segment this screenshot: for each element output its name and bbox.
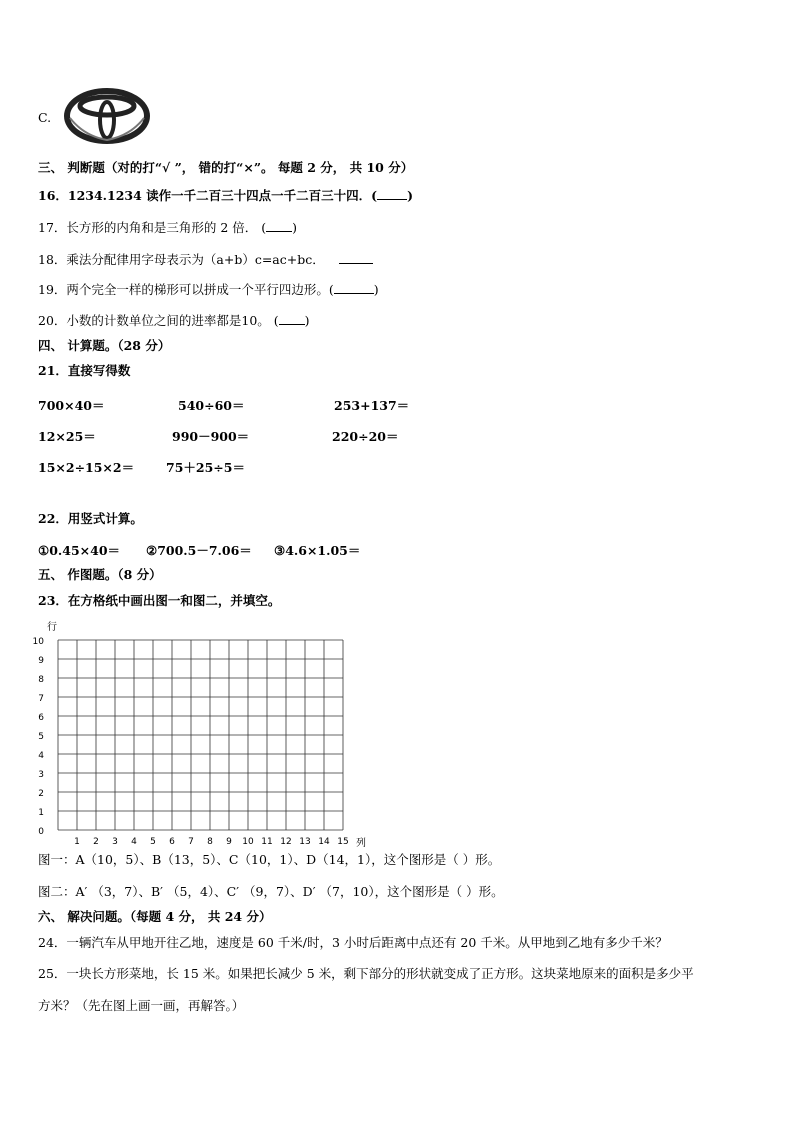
col-tick-label: 11 — [261, 837, 273, 847]
question-17: 17．长方形的内角和是三角形的 2 倍． ( ) — [38, 220, 298, 235]
section3-header: 三、 判断题（对的打“√ ”， 错的打“×”。 每题 2 分， 共 10 分） — [38, 160, 414, 175]
row-tick-label: 7 — [38, 694, 44, 704]
answer-blank[interactable] — [377, 187, 407, 200]
row-axis-label: 行 — [47, 622, 57, 633]
answer-blank[interactable] — [266, 219, 292, 232]
row-tick-label: 9 — [38, 656, 44, 666]
section6-header: 六、 解决问题。（每题 4 分， 共 24 分） — [38, 909, 272, 924]
answer-blank[interactable] — [334, 281, 374, 294]
col-tick-label: 12 — [280, 837, 292, 847]
row-tick-label: 2 — [38, 789, 44, 799]
row-tick-label: 5 — [38, 732, 44, 742]
calc-item: 700×40＝ — [38, 398, 105, 413]
answer-blank[interactable] — [279, 312, 305, 325]
calc-item: 540÷60＝ — [178, 398, 245, 413]
col-tick-label: 1 — [74, 837, 80, 847]
figure-2-text: 图二：A′ （3，7）、B′ （5，4）、C′ （9，7）、D′ （7，10），这个图形是（ ）形。 — [38, 884, 504, 899]
calc-item: 220÷20＝ — [332, 429, 399, 444]
col-tick-label: 4 — [131, 837, 137, 847]
row-tick-label: 1 — [38, 808, 44, 818]
calc-item: 75＋25÷5＝ — [166, 460, 245, 475]
col-tick-label: 9 — [226, 837, 232, 847]
calc-item: 15×2÷15×2＝ — [38, 460, 135, 475]
question-20: 20．小数的计数单位之间的进率都是10。 ( ) — [38, 313, 310, 328]
question-21-title: 21．直接写得数 — [38, 363, 131, 378]
question-16-text: 16．1234.1234 读作一千二百三十四点一千二百三十四．( — [38, 188, 378, 203]
question-24: 24．一辆汽车从甲地开往乙地，速度是 60 千米/时，3 小时后距离中点还有 20 千米。从甲地到乙地有多少千米？ — [38, 935, 668, 950]
calc-item: 253+137＝ — [334, 398, 410, 413]
question-18-text: 18．乘法分配律用字母表示为（a+b）c=ac+bc． — [38, 252, 329, 267]
calc-item: ①0.45×40＝ — [38, 543, 121, 558]
question-23-title: 23．在方格纸中画出图一和图二，并填空。 — [38, 593, 281, 608]
calc-item: ③4.6×1.05＝ — [274, 543, 361, 558]
row-tick-label: 4 — [38, 751, 44, 761]
question-17-text: 17．长方形的内角和是三角形的 2 倍． ( — [38, 220, 267, 235]
question-19: 19．两个完全一样的梯形可以拼成一个平行四边形。( ) — [38, 282, 379, 297]
question-25-line2: 方米？（先在图上画一画，再解答。） — [38, 998, 245, 1013]
col-tick-label: 15 — [337, 837, 349, 847]
col-tick-label: 13 — [299, 837, 311, 847]
col-tick-label: 8 — [207, 837, 213, 847]
row-tick-label: 0 — [38, 827, 44, 837]
calc-item: ②700.5－7.06＝ — [146, 543, 252, 558]
question-16: 16．1234.1234 读作一千二百三十四点一千二百三十四．( ) — [38, 188, 414, 203]
section5-header: 五、 作图题。（8 分） — [38, 567, 162, 582]
col-tick-label: 5 — [150, 837, 156, 847]
calc-item: 12×25＝ — [38, 429, 96, 444]
question-22-title: 22．用竖式计算。 — [38, 511, 143, 526]
question-19-text: 19．两个完全一样的梯形可以拼成一个平行四边形。( — [38, 282, 334, 297]
question-25-line1: 25．一块长方形菜地，长 15 米。如果把长减少 5 米，剩下部分的形状就变成了正方形。这块菜地原来的面积是多少平 — [38, 966, 694, 981]
calc-item: 990－900＝ — [172, 429, 250, 444]
coordinate-grid[interactable] — [30, 618, 380, 849]
figure-1-text: 图一：A（10，5）、B（13，5）、C（10，1）、D（14，1），这个图形是（ ）形。 — [38, 852, 501, 867]
col-tick-label: 10 — [242, 837, 254, 847]
col-axis-label: 列 — [356, 838, 366, 849]
col-tick-label: 2 — [93, 837, 99, 847]
row-tick-label: 10 — [32, 637, 44, 647]
grid-svg — [30, 618, 380, 849]
row-tick-label: 6 — [38, 713, 44, 723]
option-c-label: C. — [38, 110, 52, 125]
col-tick-label: 6 — [169, 837, 175, 847]
col-tick-label: 14 — [318, 837, 330, 847]
question-20-text: 20．小数的计数单位之间的进率都是10。 ( — [38, 313, 279, 328]
col-tick-label: 3 — [112, 837, 118, 847]
question-18 — [38, 251, 373, 268]
row-tick-label: 8 — [38, 675, 44, 685]
car-logo-image — [64, 88, 150, 144]
col-tick-label: 7 — [188, 837, 194, 847]
answer-blank[interactable] — [339, 251, 373, 264]
section4-header: 四、 计算题。（28 分） — [38, 338, 171, 353]
row-tick-label: 3 — [38, 770, 44, 780]
